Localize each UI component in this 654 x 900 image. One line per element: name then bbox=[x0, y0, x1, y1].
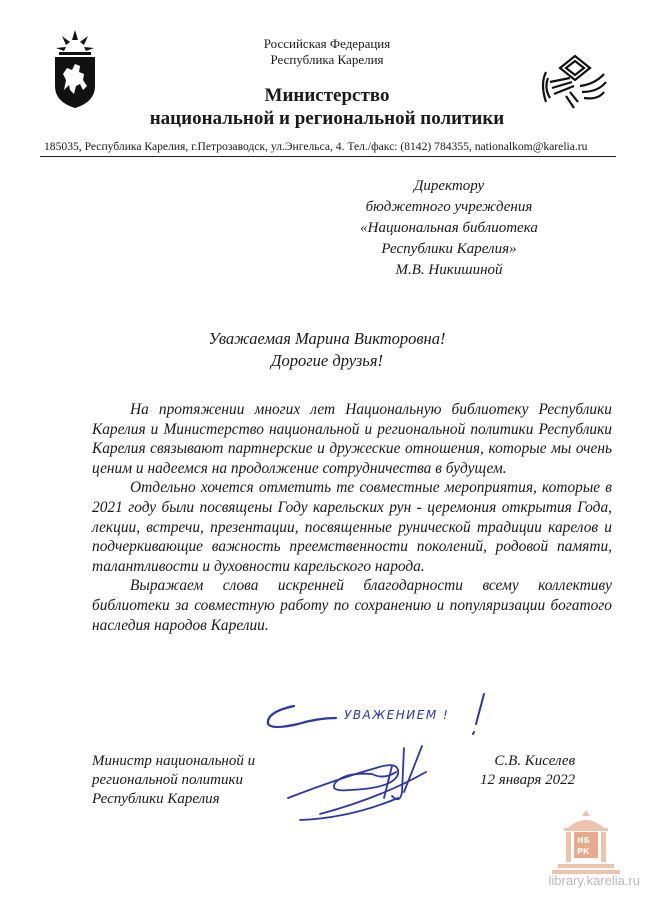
svg-text:РК: РК bbox=[577, 847, 590, 856]
header-republic: Республика Карелия bbox=[270, 52, 384, 67]
library-watermark-logo bbox=[538, 806, 634, 880]
ministry-address: 185035, Республика Карелия, г.Петрозаводск, ул.Энгельса, 4. Тел./факс: (8142) 784355, nationalkom@karelia.ru bbox=[44, 140, 588, 153]
signatory-name: С.В. Киселев bbox=[494, 753, 576, 769]
handwritten-regards bbox=[258, 690, 508, 740]
recipient-block bbox=[334, 176, 564, 281]
greeting-line1: Уважаемая Марина Викторовна! bbox=[208, 329, 446, 348]
recipient-name: М.В. Никишиной bbox=[395, 262, 503, 278]
signatory-title-line: Министр национальной и bbox=[92, 753, 256, 769]
signatory-title bbox=[92, 752, 255, 809]
handwritten-note-text: УВАЖЕНИЕМ ! bbox=[344, 708, 450, 722]
header-country: Российская Федерация bbox=[263, 36, 391, 51]
signatory-title-line: Республики Карелия bbox=[92, 791, 220, 807]
recipient-line: Директору bbox=[413, 178, 485, 194]
greeting-line2: Дорогие друзья! bbox=[271, 351, 383, 370]
recipient-line: Республики Карелия» bbox=[381, 241, 517, 257]
ministry-title-line2: национальной и региональной политики bbox=[149, 108, 505, 129]
body-paragraph: На протяжении многих лет Национальную библиотеку Республики Карелия и Министерство национальной и региональной политики Республики Карелия связывают партнерские и дружеские отношения, которые мы очень ценим и надеемся на продолжение сотрудничества в будущем. bbox=[92, 401, 612, 477]
ministry-title-line1: Министерство bbox=[264, 85, 390, 106]
signature-scribble bbox=[280, 738, 460, 830]
library-watermark-text: library.karelia.ru bbox=[548, 873, 640, 888]
signatory-title-line: региональной политики bbox=[92, 772, 244, 788]
svg-text:НБ: НБ bbox=[577, 836, 590, 845]
body-paragraph: Отдельно хочется отметить те совместные мероприятия, которые в 2021 году были посвящены Году карельских рун - церемония открытия Года, лекции, встречи, презентации, посвященные рунической традиции карелов и подчеркивающие важность преемственности поколений, родовой памяти, талантливости и духовности карельского народа. bbox=[92, 479, 612, 575]
body-paragraph: Выражаем слова искренней благодарности всему коллективу библиотеки за совместную работу по сохранению и популяризации богатого наследия народов Карелии. bbox=[92, 577, 612, 634]
header-divider bbox=[40, 156, 616, 157]
letter-body bbox=[92, 400, 612, 635]
signatory-info bbox=[480, 752, 575, 790]
recipient-line: бюджетного учреждения bbox=[365, 199, 533, 215]
letter-date: 12 января 2022 bbox=[480, 772, 576, 788]
recipient-line: «Национальная библиотека bbox=[360, 220, 538, 236]
greeting bbox=[0, 328, 654, 372]
